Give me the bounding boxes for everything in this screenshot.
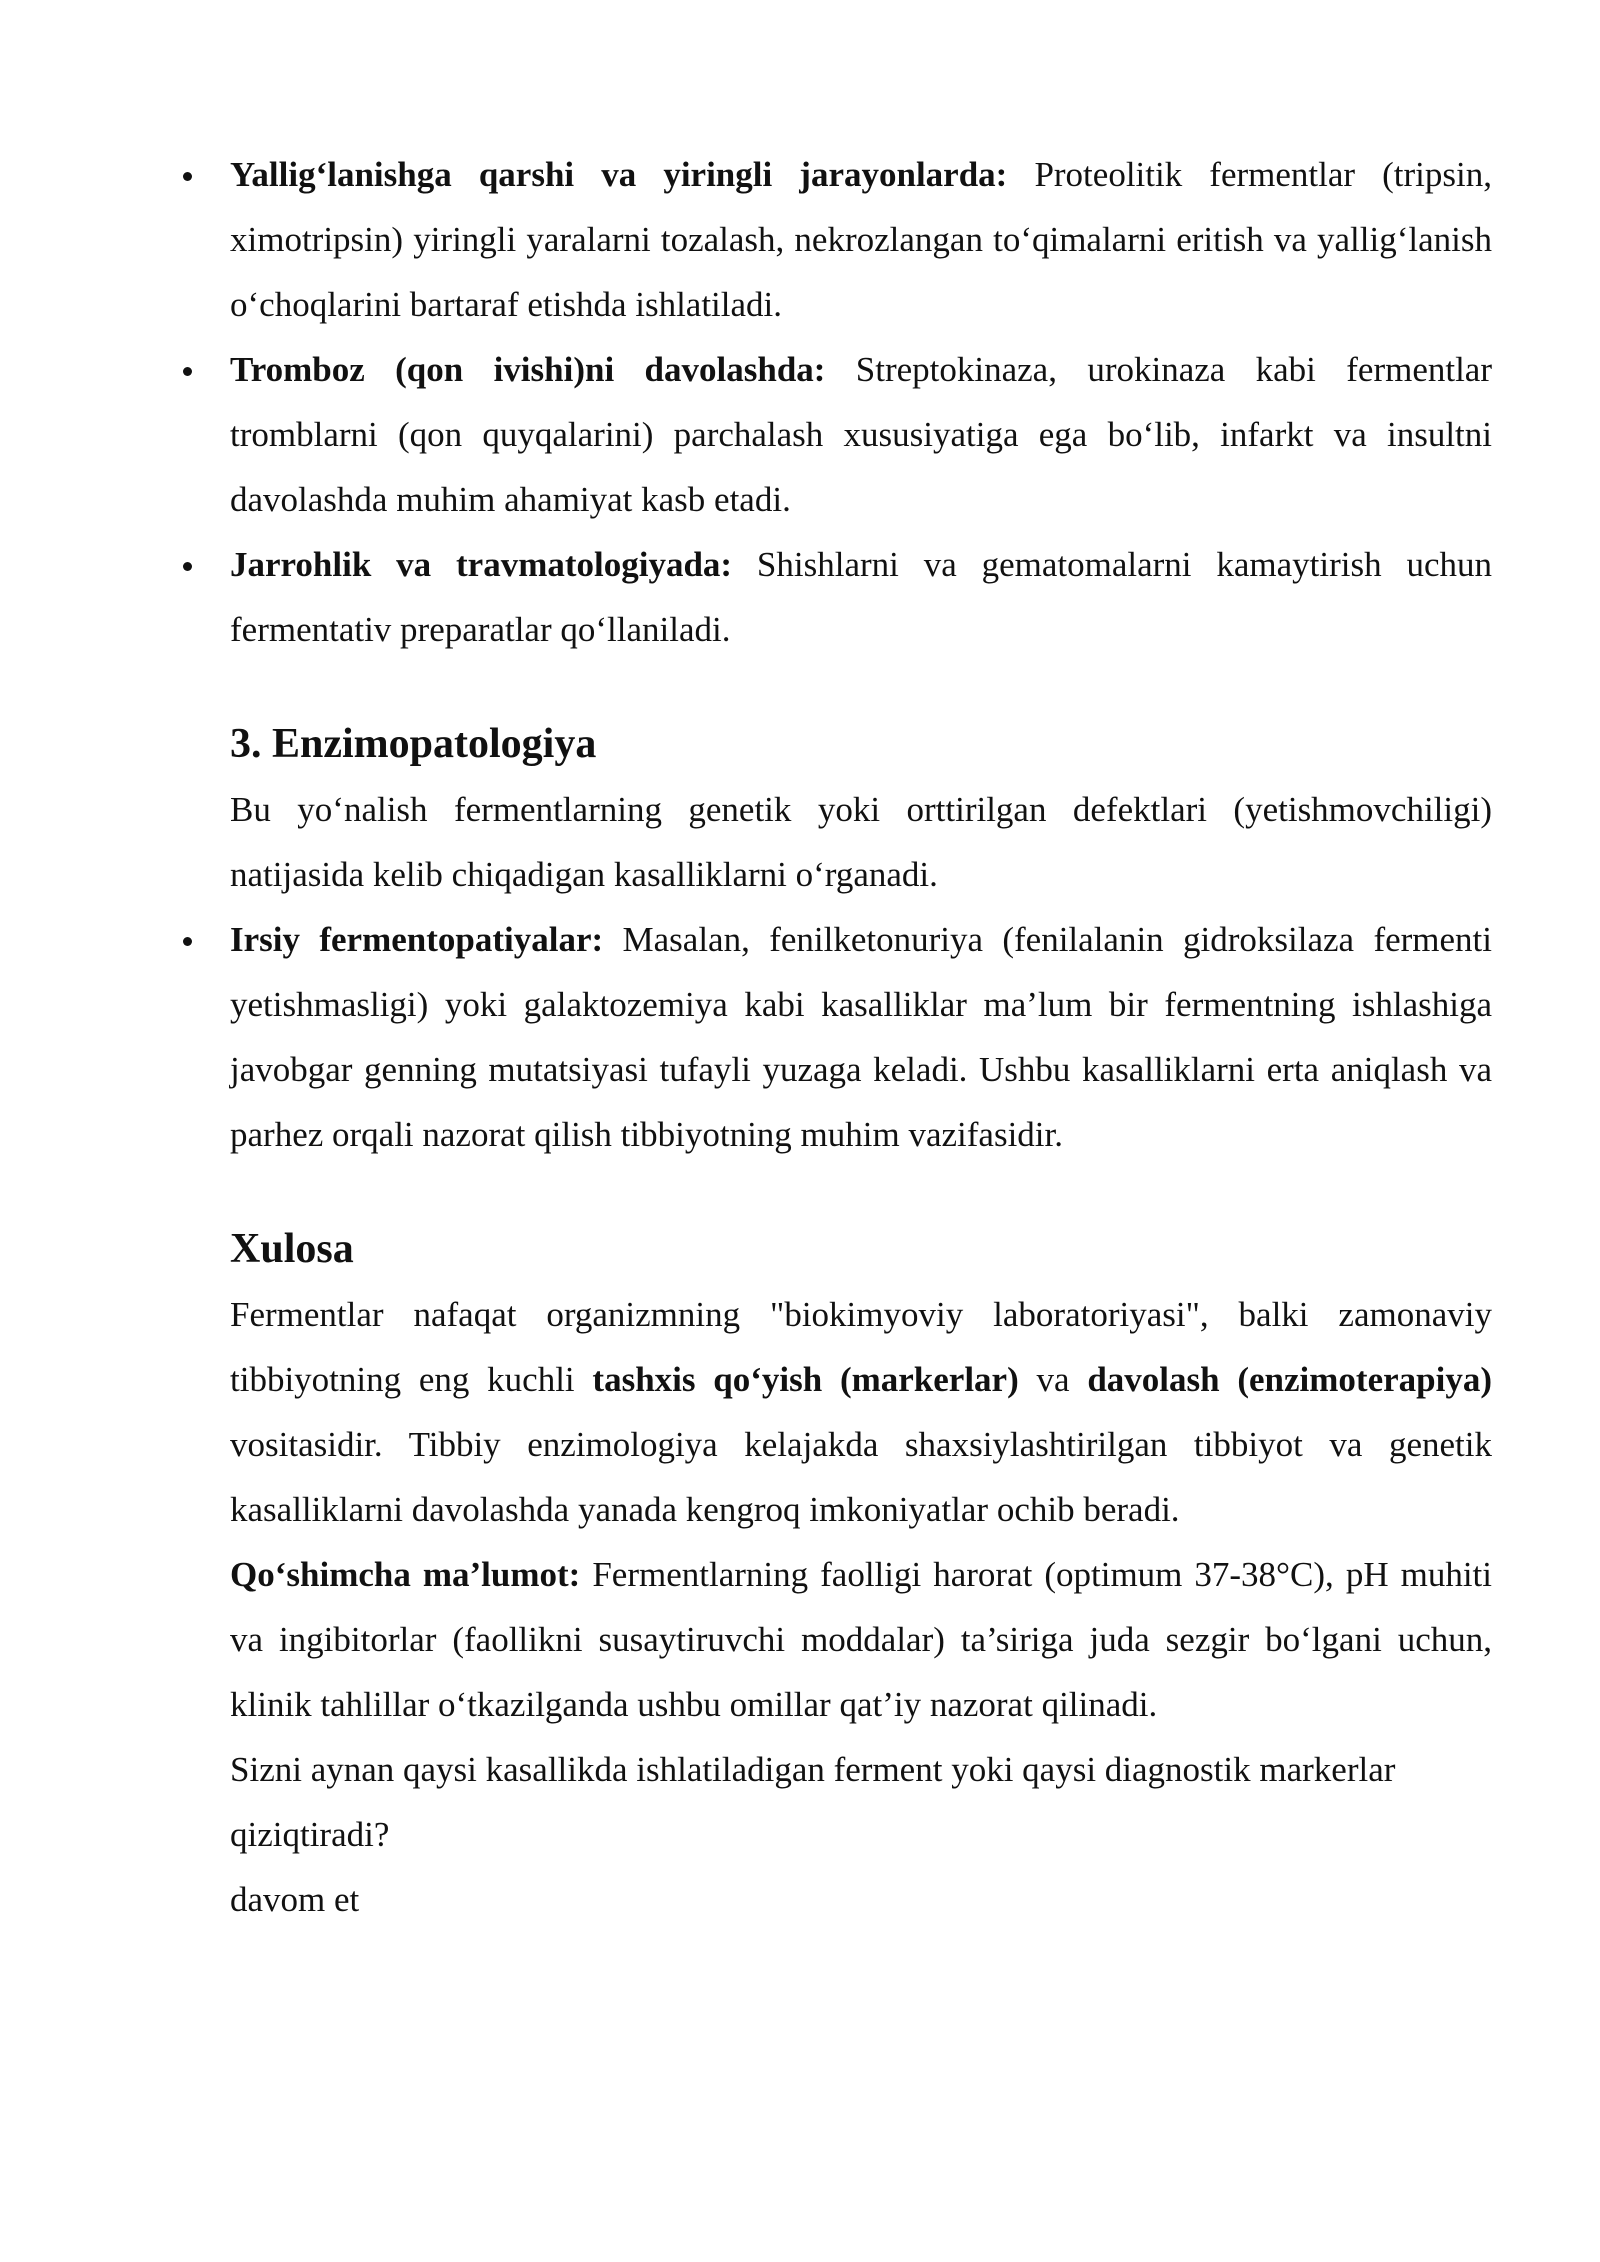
conclusion-bold-diagnostics: tashxis qo‘yish (markerlar) <box>592 1360 1019 1399</box>
list-item <box>230 532 1492 662</box>
bullet-text: Shishlarni va gematomalarni kamaytirish uchun fermentativ preparatlar qo‘llaniladi. <box>230 545 1492 649</box>
bullet-title: Irsiy fermentopatiyalar: <box>230 920 604 959</box>
extra-info-text: Fermentlarning faolligi harorat (optimum 37-38°C), pH muhiti va ingibitorlar (faollikni susaytiruvchi moddalar) ta’siriga juda sezgir bo‘lgani uchun, klinik tahlillar o‘tkazilganda ushbu omillar qat’iy nazorat qilinadi. <box>230 1555 1493 1724</box>
list-item <box>230 142 1492 337</box>
bullet-title: Tromboz (qon ivishi)ni davolashda: <box>230 350 826 389</box>
bullet-list-fermentopathies <box>230 907 1492 1167</box>
conclusion-text: va <box>1018 1360 1088 1399</box>
conclusion-paragraph <box>230 1282 1492 1542</box>
continue-prompt: davom et <box>230 1880 360 1919</box>
bullet-list-applications <box>230 142 1492 662</box>
document-content <box>230 142 1492 1932</box>
section-heading-enzimopatologiya: 3. Enzimopatologiya <box>230 721 597 767</box>
bullet-title: Yallig‘lanishga qarshi va yiringli jarayonlarda: <box>230 155 1008 194</box>
list-item <box>230 907 1492 1167</box>
bullet-text: Masalan, fenilketonuriya (fenilalanin gidroksilaza fermenti yetishmasligi) yoki galaktozemiya kabi kasalliklar ma’lum bir fermentning ishlashiga javobgar genning mutatsiyasi tufayli yuzaga keladi. Ushbu kasalliklarni erta aniqlash va parhez orqali nazorat qilish tibbiyotning muhim vazifasidir. <box>230 920 1492 1154</box>
bullet-text: Proteolitik fermentlar (tripsin, ximotripsin) yiringli yaralarni tozalash, nekrozlangan to‘qimalarni eritish va yallig‘lanish o‘choqlarini bartaraf etishda ishlatiladi. <box>230 155 1492 324</box>
conclusion-text: Fermentlar nafaqat organizmning "biokimyoviy laboratoriyasi", balki zamonaviy tibbiyotning eng kuchli <box>230 1295 1492 1399</box>
bullet-title: Jarrohlik va travmatologiyada: <box>230 545 733 584</box>
section-heading-xulosa: Xulosa <box>230 1226 354 1272</box>
conclusion-bold-therapy: davolash (enzimoterapiya) <box>1087 1360 1493 1399</box>
conclusion-text: vositasidir. Tibbiy enzimologiya kelajakda shaxsiylashtirilgan tibbiyot va genetik kasalliklarni davolashda yanada kengroq imkoniyatlar ochib beradi. <box>230 1425 1492 1529</box>
extra-info-paragraph <box>230 1542 1492 1737</box>
extra-info-label: Qo‘shimcha ma’lumot: <box>230 1555 581 1594</box>
section-intro: Bu yo‘nalish fermentlarning genetik yoki orttirilgan defektlari (yetishmovchiligi) natijasida kelib chiqadigan kasalliklarni o‘rganadi. <box>230 790 1492 894</box>
bullet-text: Streptokinaza, urokinaza kabi fermentlar tromblarni (qon quyqalarini) parchalash xususiyatiga ega bo‘lib, infarkt va insultni davolashda muhim ahamiyat kasb etadi. <box>230 350 1492 519</box>
list-item <box>230 337 1492 532</box>
question-paragraph: Sizni aynan qaysi kasallikda ishlatiladigan ferment yoki qaysi diagnostik markerlar qiziqtiradi? <box>230 1750 1396 1854</box>
